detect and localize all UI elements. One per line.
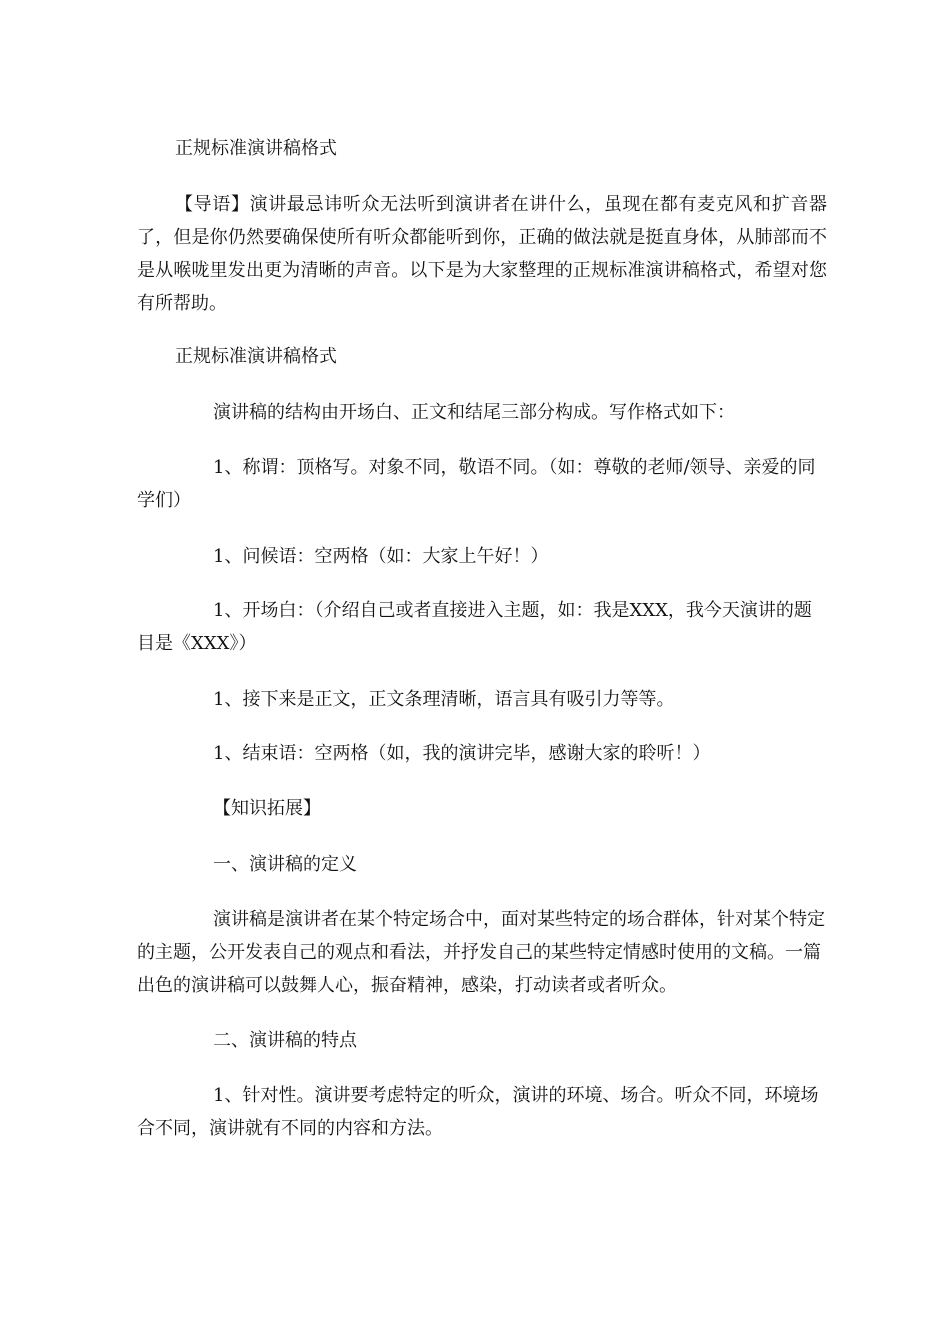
structure-line: 演讲稿的结构由开场白、正文和结尾三部分构成。写作格式如下： [213, 402, 735, 423]
format-item-closing: 1、结束语：空两格（如，我的演讲完毕，感谢大家的聆听！） [213, 743, 711, 764]
section-features-point-1: 1、针对性。演讲要考虑特定的听众，演讲的环境、场合。听众不同，环境场合不同，演讲就有不同的内容和方法。 [137, 1085, 819, 1139]
section-definition-heading: 一、演讲稿的定义 [213, 854, 357, 875]
document-title: 正规标准演讲稿格式 [175, 138, 337, 159]
format-item-greeting: 1、问候语：空两格（如：大家上午好！） [213, 546, 549, 567]
format-item-salutation: 1、称谓：顶格写。对象不同，敬语不同。（如：尊敬的老师/领导、亲爱的同学们） [137, 457, 816, 511]
format-item-body: 1、接下来是正文，正文条理清晰，语言具有吸引力等等。 [213, 689, 675, 710]
intro-paragraph: 【导语】演讲最忌讳听众无法听到演讲者在讲什么，虽现在都有麦克风和扩音器了，但是你仍然要确保使所有听众都能听到你，正确的做法就是挺直身体，从肺部而不是从喉咙里发出更为清晰的声音。以下是为大家整理的正规标准演讲稿格式，希望对您有所帮助。 [137, 194, 827, 314]
format-item-opening: 1、开场白：（介绍自己或者直接进入主题，如：我是XXX，我今天演讲的题目是《XXX》） [137, 600, 812, 654]
section-features-heading: 二、演讲稿的特点 [213, 1030, 357, 1051]
subtitle: 正规标准演讲稿格式 [175, 346, 337, 367]
extension-heading: 【知识拓展】 [213, 798, 321, 819]
section-definition-body: 演讲稿是演讲者在某个特定场合中，面对某些特定的场合群体，针对某个特定的主题，公开发表自己的观点和看法，并抒发自己的某些特定情感时使用的文稿。一篇出色的演讲稿可以鼓舞人心，振奋精神，感染，打动读者或者听众。 [137, 909, 825, 996]
